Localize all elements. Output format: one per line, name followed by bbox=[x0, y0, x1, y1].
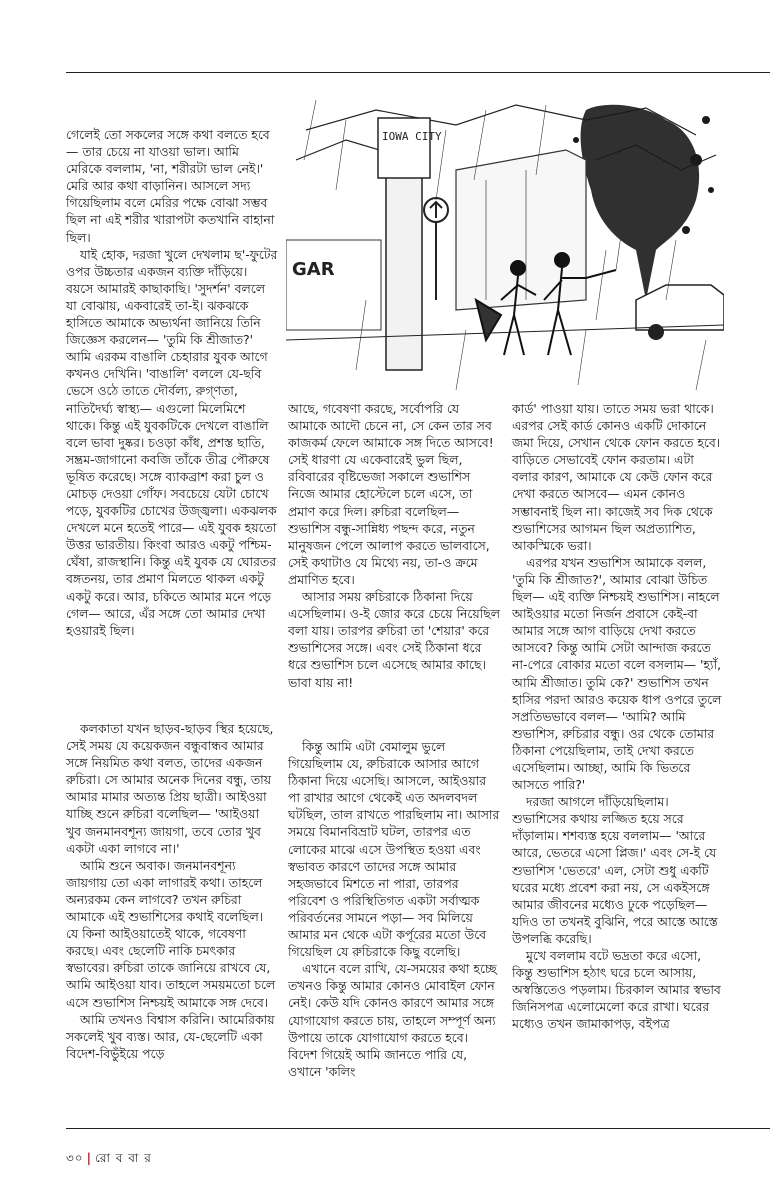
city-sign-text: IOWA CITY bbox=[382, 130, 442, 143]
paragraph: আছে, গবেষণা করছে, সর্বোপরি যে আমাকে আদৌ চেনে না, সে কেন তার সব কাজকর্ম ফেলে আমাকে সঙ্গ দিতে আসবে! সেই ধারণা যে একেবারেই ভুল ছিল, রবিবারের বৃষ্টিভেজা সকালে শুভাশিস নিজে আমার হোস্টেলে চলে এসে, তা প্রমাণ করে দিল। রুচিরা বলেছিল— শুভাশিস বন্ধু-সান্নিধ্য পছন্দ করে, নতুন মানুষজন পেলে আলাপ করতে ভালবাসে, সেই কথাটাও যে মিথ্যে নয়, তা-ও ক্রমে প্রমাণিত হবে। bbox=[288, 401, 494, 587]
page-folio bbox=[66, 1150, 152, 1170]
column-1-bottom bbox=[66, 720, 278, 1062]
column-3 bbox=[512, 400, 722, 1032]
paragraph: গেলেই তো সকলের সঙ্গে কথা বলতে হবে— তার চেয়ে না যাওয়া ভাল। আমি মেরিকে বললাম, 'না, শরীরটা ভাল নেই।' মেরি আর কথা বাড়ানিন। আসলে সদ্য গিয়েছিলাম বলে মেরির পক্ষে বোঝা সম্ভব ছিল না এই শরীর খারাপটা কতখানি বাহানা ছিল। bbox=[66, 127, 275, 245]
graffiti-text: GAR bbox=[292, 259, 335, 280]
paragraph: মুখে বললাম বটে ভদ্রতা করে এসো, কিন্তু শুভাশিস হঠাৎ ঘরে চলে আসায়, অস্বস্তিতেও পড়লাম। চিরকাল আমার স্বভাব জিনিসপত্র এলোমেলো করে রাখা। ঘরের মধ্যেও তখন জামাকাপড়, বইপত্র bbox=[512, 948, 721, 1032]
paragraph: দরজা আগলে দাঁড়িয়েছিলাম। শুভাশিসের কথায় লজ্জিত হয়ে সরে দাঁড়ালাম। শশব্যস্ত হয়ে বললাম— 'আরে আরে, ভেতরে এসো প্লিজ।' এবং সে-ই যে শুভাশিস 'ভেতরে' এল, সেটা শুধু একটি ঘরের মধ্যে প্রবেশ করা নয়, সে একইসঙ্গে আমার জীবনের মধ্যেও ঢুকে পড়েছিল— যদিও তা তখনই বুঝিনি, পরে আস্তে আস্তে উপলব্ধি করেছি। bbox=[512, 794, 718, 946]
bottom-rule bbox=[66, 1128, 770, 1129]
page-number: ৩০ bbox=[66, 1151, 84, 1165]
paragraph: কার্ড' পাওয়া যায়। তাতে সময় ভরা থাকে। এরপর সেই কার্ড কোনও একটি দোকানে জমা দিয়ে, সেখান থেকে ফোন করতে হবে। বাড়িতে সেভাবেই ফোন করতাম। এটা বলার কারণ, আমাকে যে কেউ ফোন করে দেখা করতে আসবে— এমন কোনও সম্ভাবনাই ছিল না। কাজেই সব দিক থেকে শুভাশিসের আগমন ছিল অপ্রত্যাশিত, আকস্মিকে ভরা। bbox=[512, 401, 721, 553]
folio-separator: | bbox=[86, 1151, 92, 1165]
column-2-top bbox=[288, 400, 500, 691]
rain-street-illustration bbox=[286, 100, 724, 392]
column-1-top bbox=[66, 126, 278, 639]
paragraph: এরপর যখন শুভাশিস আমাকে বলল, 'তুমি কি শ্রীজাত?', আমার বোঝা উচিত ছিল— এই ব্যক্তি নিশ্চয়ই শুভাশিস। নাহলে আইওয়ার মতো নির্জন প্রবাসে কেই-বা আমার সঙ্গে আগ বাড়িয়ে দেখা করতে আসবে? কিন্তু আমি সেটা আন্দাজ করতে না-পেরে বোকার মতো বলে বসলাম— 'হ্যাঁ, আমি শ্রীজাত। তুমি কে?' শুভাশিস তখন হাসির পরদা আরও কয়েক ধাপ ওপরে তুলে সপ্রতিভভাবে বলল— 'আমি? আমি শুভাশিস, রুচিরার বন্ধু। ওর থেকে তোমার ঠিকানা পেয়েছিলাম, তাই দেখা করতে এসেছিলাম। আচ্ছা, আমি কি ভিতরে আসতে পারি?' bbox=[512, 554, 722, 793]
paragraph: কলকাতা যখন ছাড়ব-ছাড়ব স্থির হয়েছে, সেই সময় যে কয়েকজন বন্ধুবান্ধব আমার সঙ্গে নিয়মিত কথা বলত, তাদের একজন রুচিরা। সে আমার অনেক দিনের বন্ধু, তায় আমার মামার অত্যন্ত প্রিয় ছাত্রী। আইওয়া যাচ্ছি শুনে রুচিরা বলেছিল— 'আইওয়া খুব জনমানবশূন্য জায়গা, তবে তোর খুব একটা একা লাগবে না।' bbox=[66, 721, 274, 856]
paragraph: আসার সময় রুচিরাকে ঠিকানা দিয়ে এসেছিলাম। ও-ই জোর করে চেয়ে নিয়েছিল বলা যায়। তারপর রুচিরা তা 'শেয়ার' করে শুভাশিসের সঙ্গে। এবং সেই ঠিকানা ধরে ধরে শুভাশিস চলে এসেছে আমার কাছে। ভাবা যায় না! bbox=[288, 589, 500, 690]
paragraph: কিন্তু আমি এটা বেমালুম ভুলে গিয়েছিলাম যে, রুচিরাকে আসার আগে ঠিকানা দিয়ে এসেছি। আসলে, আইওয়ার পা রাখার আগে থেকেই এত অদলবদল ঘটছিল, তাল রাখতে পারছিলাম না। আসার সময়ে বিমানবিভ্রাট ঘটল, তারপর এত লোকের মাঝে এসে উপস্থিত হওয়া এবং স্বভাবত কারণে তাদের সঙ্গে আমার সহজভাবে মিশতে না পারা, তারপর পরিবেশ ও পরিস্থিতিগত একটা সর্বাত্মক পরিবর্তনের সামনে পড়া— সব মিলিয়ে আমার মন থেকে এটা কর্পূরের মতো উবে গিয়েছিল যে রুচিরাকে কিছু বলেছি। bbox=[288, 739, 500, 960]
column-2-bottom bbox=[288, 738, 500, 1080]
paragraph: আমি তখনও বিশ্বাস করিনি। আমেরিকায় সকলেই খুব ব্যস্ত। আর, যে-ছেলেটি একা বিদেশ-বিভুঁইয়ে পড়ে bbox=[66, 1011, 275, 1061]
paragraph: আমি শুনে অবাক। জনমানবশূন্য জায়গায় তো একা লাগারই কথা। তাহলে অন্যরকম কেন লাগবে? তখন রুচিরা আমাকে এই শুভাশিসের কথাই বলেছিল। যে কিনা আইওয়াতেই থাকে, গবেষণা করছে। এবং ছেলেটি নাকি চমৎকার স্বভাবের। রুচিরা তাকে জানিয়ে রাখবে যে, আমি আইওয়া যাব। তাহলে সময়মতো চলে এসে শুভাশিস নিশ্চয়ই আমাকে সঙ্গ দেবে। bbox=[66, 857, 276, 1010]
paragraph: যাই হোক, দরজা খুলে দেখলাম ছ'-ফুটের ওপর উচ্চতার একজন ব্যক্তি দাঁড়িয়ে। বয়সে আমারই কাছাকাছি। 'সুদর্শন' বললে যা বোঝায়, একবারেই তা-ই। ঝকঝকে হাসিতে আমাকে অভ্যর্থনা জানিয়ে তিনি জিজ্ঞেস করলেন— 'তুমি কি শ্রীজাত?' আমি এরকম বাঙালি চেহারার যুবক আগে কখনও দেখিনি। 'বাঙালি' বললে যে-ছবি ভেসে ওঠে তাতে দৌর্বল্য, রুগ্ণতা, নাতিদৈর্ঘ্য স্বাস্থ্য— এগুলো মিলেমিশে থাকে। কিন্তু এই যুবকটিকে দেখলে বাঙালি বলে ভাবা দুষ্কর। চওড়া কাঁধ, প্রশস্ত ছাতি, সম্ভ্রম-জাগানো কবজি তাঁকে তীব্র পৌরুষে ভূষিত করেছে। সঙ্গে ব্যাকব্রাশ করা চুল ও মোচড় দেওয়া গোঁফ। সবচেয়ে যেটা চোখে পড়ে, যুবকটির চোখের উজ্জ্বলা। একঝলক দেখলে মনে হতেই পারে— এই যুবক হয়তো উত্তর ভারতীয়। কিংবা আরও একটু পশ্চিম-ঘেঁষা, রাজস্থানি। কিন্তু এই যুবক যে ঘোরতর বঙ্গতনয়, তার প্রমাণ মিলতে থাকল একটু একটু করে। আর, চকিতে আমার মনে পড়ে গেল— আরে, এঁর সঙ্গে তো আমার দেখা হওয়ারই ছিল। bbox=[66, 246, 278, 638]
top-rule bbox=[66, 72, 770, 73]
magazine-name: রো ব বা র bbox=[95, 1151, 152, 1165]
paragraph: এখানে বলে রাখি, যে-সময়ের কথা হচ্ছে তখনও কিন্তু আমার কোনও মোবাইল ফোন নেই। কেউ যদি কোনও কারণে আমার সঙ্গে যোগাযোগ করতে চায়, তাহলে সম্পূর্ণ অন্য উপায়ে তাকে যোগাযোগ করতে হবে। বিদেশ গিয়েই আমি জানতে পারি যে, ওখানে 'কলিং bbox=[288, 961, 497, 1079]
